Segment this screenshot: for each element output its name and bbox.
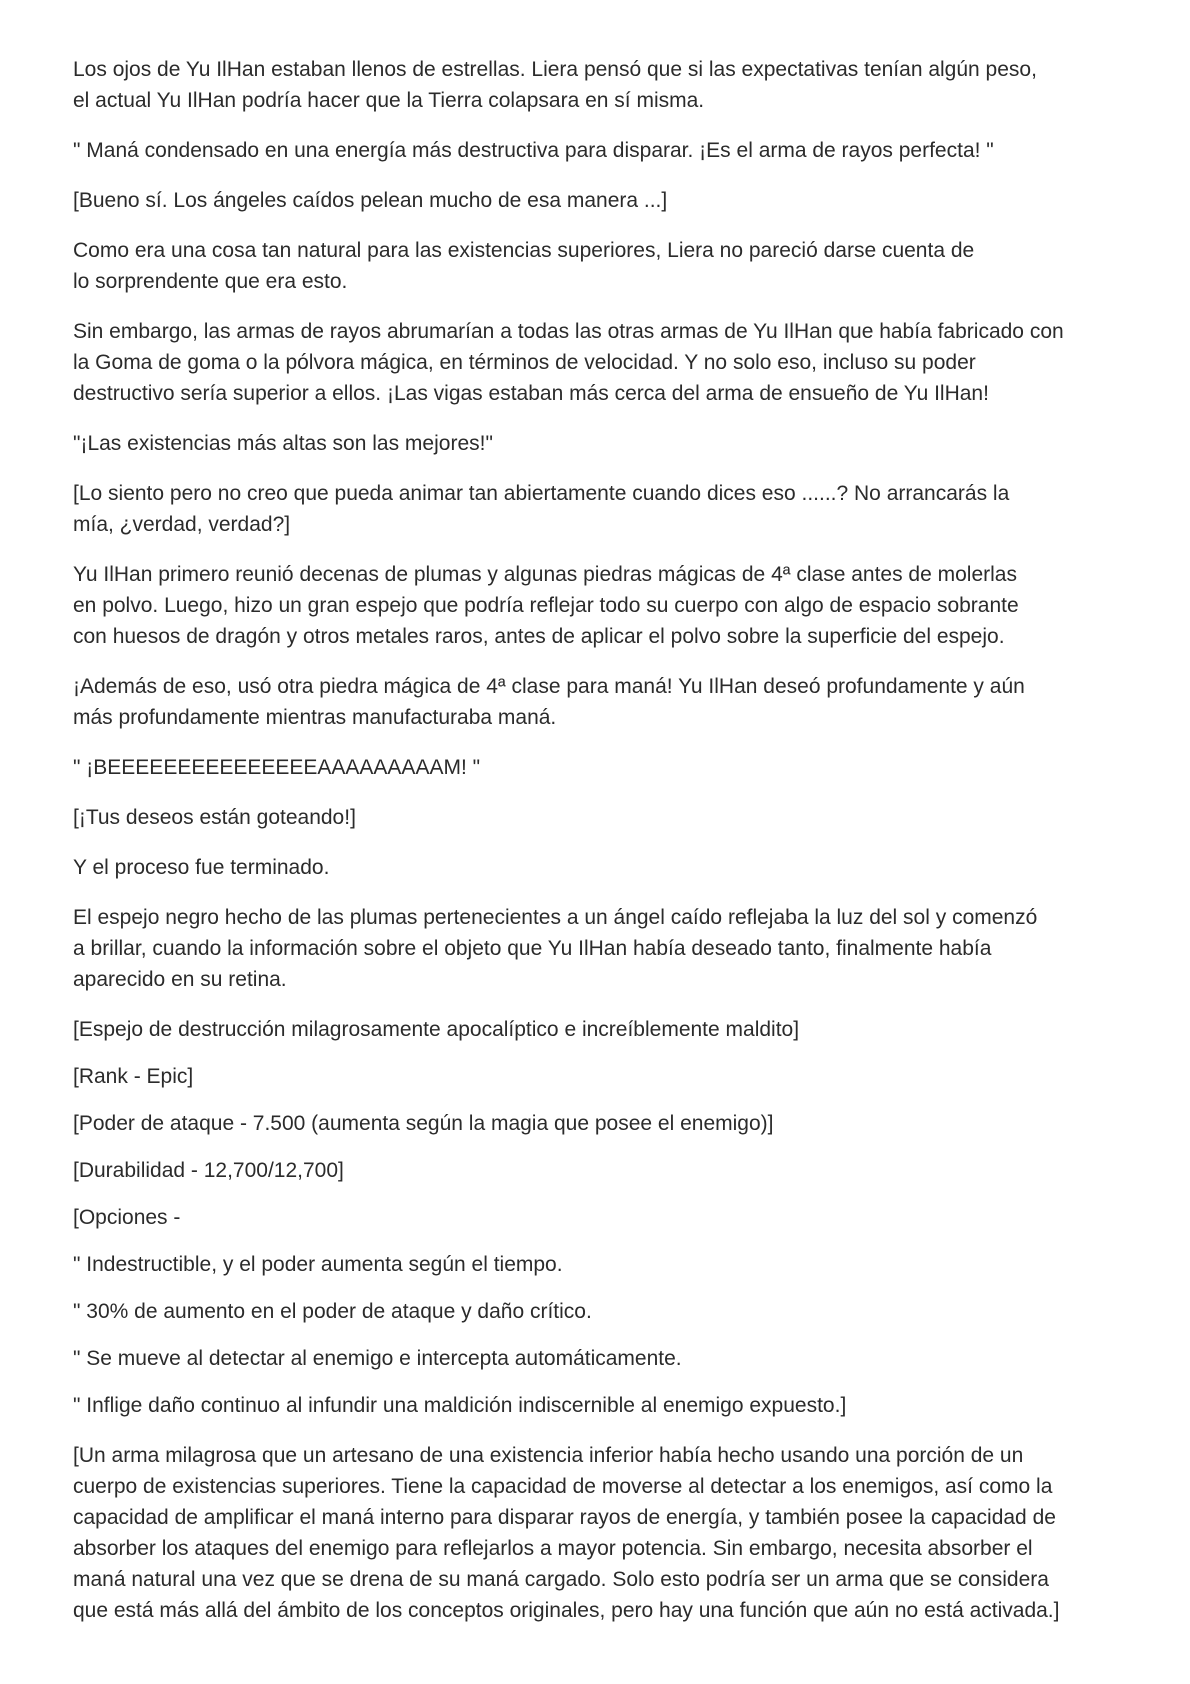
paragraph: Los ojos de Yu IlHan estaban llenos de estrellas. Liera pensó que si las expectativas tenían algún peso, el actual Yu IlHan podría hacer que la Tierra colapsara en sí misma.	[73, 58, 1037, 112]
paragraph: " Maná condensado en una energía más destructiva para disparar. ¡Es el arma de rayos perfecta! "	[73, 139, 994, 162]
item-durability: [Durabilidad - 12,700/12,700]	[73, 1159, 344, 1182]
item-description: [Un arma milagrosa que un artesano de una existencia inferior había hecho usando una porción de un cuerpo de existencias superiores. Tiene la capacidad de moverse al detectar a los enemigos, así como la capacidad de amplificar el maná interno para disparar rayos de energía, y también posee la capacidad de absorber los ataques del enemigo para reflejarlos a mayor potencia. Sin embargo, necesita absorber el maná natural una vez que se drena de su maná cargado. Solo esto podría ser un arma que se considera que está más allá del ámbito de los conceptos originales, pero hay una función que aún no está activada.]	[73, 1444, 1060, 1622]
paragraph: Sin embargo, las armas de rayos abrumarían a todas las otras armas de Yu IlHan que había fabricado con la Goma de goma o la pólvora mágica, en términos de velocidad. Y no solo eso, incluso su poder destructivo sería superior a ellos. ¡Las vigas estaban más cerca del arma de ensueño de Yu IlHan!	[73, 320, 1064, 405]
item-title: [Espejo de destrucción milagrosamente apocalíptico e increíblemente maldito]	[73, 1018, 800, 1041]
paragraph: Yu IlHan primero reunió decenas de plumas y algunas piedras mágicas de 4ª clase antes de molerlas en polvo. Luego, hizo un gran espejo que podría reflejar todo su cuerpo con algo de espacio sobrante con huesos de dragón y otros metales raros, antes de aplicar el polvo sobre la superficie del espejo.	[73, 563, 1019, 648]
item-option: " Indestructible, y el poder aumenta según el tiempo.	[73, 1253, 563, 1276]
paragraph: El espejo negro hecho de las plumas pertenecientes a un ángel caído reflejaba la luz del sol y comenzó a brillar, cuando la información sobre el objeto que Yu IlHan había deseado tanto, finalmente había aparecido en su retina.	[73, 906, 1038, 991]
item-option: " Inflige daño continuo al infundir una maldición indiscernible al enemigo expuesto.]	[73, 1394, 847, 1417]
paragraph: ¡Además de eso, usó otra piedra mágica de 4ª clase para maná! Yu IlHan deseó profundamente y aún más profundamente mientras manufacturaba maná.	[73, 675, 1025, 729]
item-options-header: [Opciones -	[73, 1206, 181, 1229]
paragraph: Y el proceso fue terminado.	[73, 856, 330, 879]
paragraph: " ¡BEEEEEEEEEEEEEEEAAAAAAAAAM! "	[73, 756, 481, 779]
item-option: " Se mueve al detectar al enemigo e intercepta automáticamente.	[73, 1347, 682, 1370]
paragraph: [Lo siento pero no creo que pueda animar tan abiertamente cuando dices eso ......? No arrancarás la mía, ¿verdad, verdad?]	[73, 482, 1010, 536]
paragraph: "¡Las existencias más altas son las mejores!"	[73, 432, 493, 455]
item-rank: [Rank - Epic]	[73, 1065, 194, 1088]
paragraph: [¡Tus deseos están goteando!]	[73, 806, 356, 829]
paragraph: [Bueno sí. Los ángeles caídos pelean mucho de esa manera ...]	[73, 189, 668, 212]
item-attack: [Poder de ataque - 7.500 (aumenta según la magia que posee el enemigo)]	[73, 1112, 774, 1135]
item-option: " 30% de aumento en el poder de ataque y daño crítico.	[73, 1300, 592, 1323]
paragraph: Como era una cosa tan natural para las existencias superiores, Liera no pareció darse cuenta de lo sorprendente que era esto.	[73, 239, 975, 293]
